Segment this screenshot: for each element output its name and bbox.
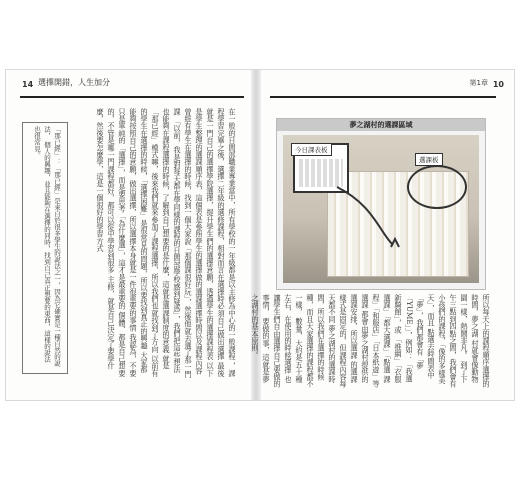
right-col-12: 種，而且大家選擇的課程都不一樣， [295, 294, 315, 388]
right-col-15: 要做的事，這就是夢之湖村的基本原則。 [251, 294, 271, 383]
left-page-title: 選擇開錯，人生加分 [38, 78, 110, 87]
right-col-2: 村就會像動物園一樣，熱鬧非凡。 [460, 294, 480, 383]
right-col-8: 課程」「和服店」「日本紙遊」等選課 [361, 294, 392, 388]
left-note-line-1: 「那已經」：「那已經」是來自於很多學生的說法之一，因為它確實是一種自然的說法， [43, 126, 61, 367]
right-col-5: 點選去時間表中「夢」，我們都會有「夢 [416, 294, 436, 380]
left-col-4: 以下是學生整理的選課順序表，這個表是參照學生的選擇做的選課選擇時間以及課程內容 [195, 108, 215, 377]
left-col-2: ，課程學習完畢之後，選擇二年級的選修課程，相對而言在選擇時必須自己做出選擇 [217, 108, 237, 377]
right-col-1: 所以每天上的課程順序選擇的時間，夢之湖 [471, 294, 491, 388]
left-col-13: 主修，就是自己決定了要學什麼，然後要怎麼學，這是一個很好的學習方式 [96, 108, 116, 370]
left-note-line-2: 個人的興趣，並且能夠在選擇的同時，找到自己真正想要的東西，這樣的說法也很常見。 [33, 126, 51, 363]
left-col-5: 曾經有學生在選擇的時候，找到一個大家說「那個課很好玩」，然後他就去選了那一門課 [173, 108, 193, 378]
left-col-11: 我認為，不要只是單純的「選擇」，而是要思考「為什麼選」，這才是最重要的 [118, 108, 138, 377]
label-today-board: 今日課表板 [291, 143, 332, 156]
right-header-rule [270, 96, 496, 98]
left-col-6: 「以前，我是對每天都在學同樣的課程的日間部學校感到疑惑」，我們把這些想法 [173, 117, 182, 374]
right-col-6: 「YUME」」，例如：「我選新騎館」，或 [394, 294, 414, 383]
right-body-text [251, 294, 492, 388]
left-col-7: 也能夠在課程選擇的時候，了解到自己想要的是什麼，這就是選課制度的意義 [162, 108, 171, 353]
right-col-13: 數量，大約是五十種左右，在使用的時候選擇 [284, 294, 304, 383]
left-note-text [26, 126, 62, 368]
right-col-9: 都會由夢之湖村提供的選課安排，所以選課 [350, 294, 370, 383]
right-col-7: 「推網」「衣服選課」「都大選課」「點選 [383, 294, 403, 383]
right-col-3: 到了下午三點到四點之間，我們會有 [449, 294, 469, 388]
left-header-rule [20, 96, 244, 98]
right-col-4: 小孩們的課程，「像的多樣美天」，而且 [427, 294, 447, 384]
right-chapter-label: 第1章 [469, 79, 488, 87]
right-col-14: 也讓學生們自由選擇自己要做的事情， [262, 294, 293, 388]
left-col-1: 在一般的日間部職業專業當中，所有學校的一年級都是以主修為中心的一般課程 [228, 108, 237, 360]
left-page-number: 14 [22, 80, 34, 89]
left-col-9: 以前有的學生在選擇的時候，「選擇困難」是很常見的問題，所以要找到真正的興趣 [140, 108, 160, 377]
left-body-text [76, 108, 238, 378]
left-col-12: 個體、都是自己想要的，不管是哪一門課程都好，都可以從中學習到很多 [107, 108, 127, 377]
figure-title: 夢之湖村的選課區域 [277, 119, 485, 131]
figure-panel [276, 118, 486, 290]
right-col-10: 的選課樣式是固定的，但課程內容每天都不同 [328, 294, 359, 388]
left-col-8: 就是「那已經」模式嘛，後來我們就來參加了課程選擇，所以我們也就找到了方向 [151, 108, 171, 370]
left-col-3: 最後就是一門自己的選擇學院選擇，提升學生們的選擇意願，透過學生的選擇課程表 [206, 108, 226, 377]
classroom-photo [283, 135, 479, 283]
arrow-line [337, 187, 393, 245]
left-col-10: 大家都能夠按照自己的意願，做出選擇，所以選擇本身就是一件很重要的事情 [129, 108, 149, 374]
right-page-number: 10 [492, 80, 504, 89]
arrow-head [391, 239, 399, 247]
callout-arrows [283, 135, 479, 283]
right-col-11: 夢之湖村的選課時間，所以我們在選擇的時候 [317, 294, 337, 383]
label-selection-board: 選課板 [415, 153, 443, 166]
